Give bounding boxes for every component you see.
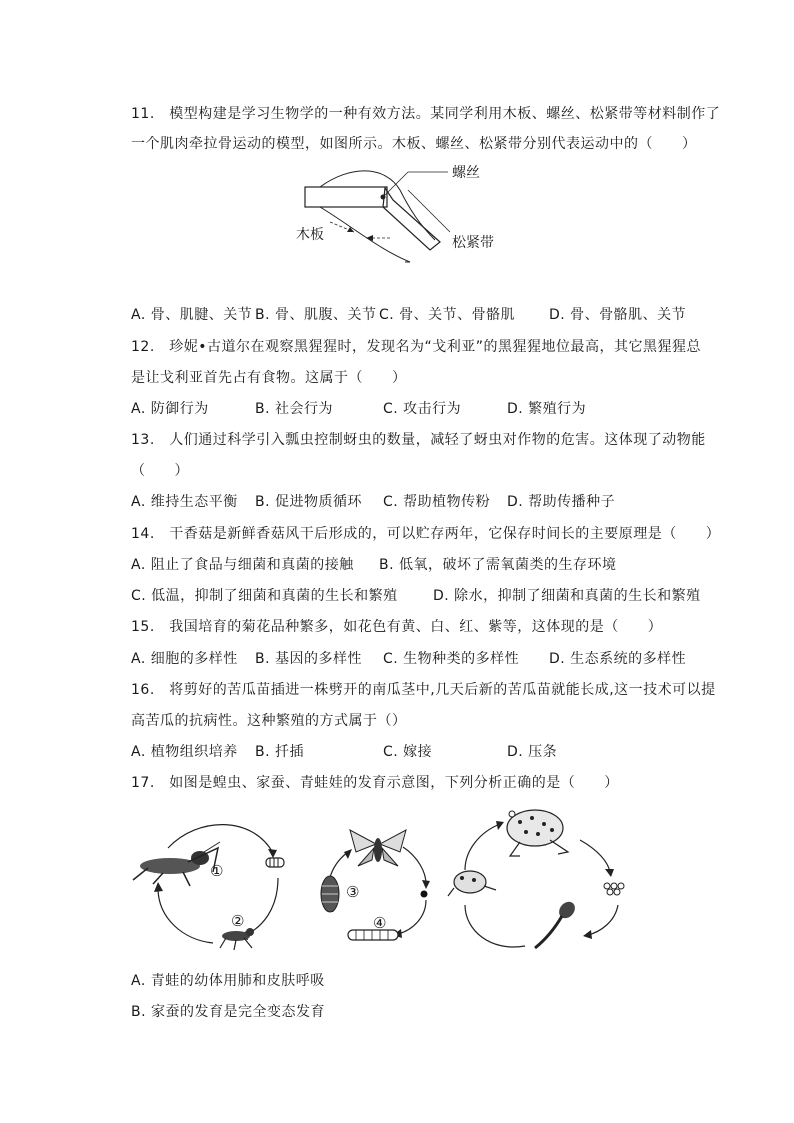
q13-options	[131, 492, 731, 512]
q16-options	[131, 742, 731, 762]
band-upper	[320, 171, 435, 240]
q15-options	[131, 649, 731, 669]
label-band: 松紧带	[452, 235, 494, 251]
label-stage-4: ④	[373, 914, 387, 932]
label-stage-1: ①	[210, 862, 224, 880]
q17-line1: 17. 如图是蝗虫、家蚕、青蛙娃的发育示意图，下列分析正确的是（ ）	[131, 775, 619, 791]
nymph-icon	[220, 928, 254, 950]
q15-option-d[interactable]: D. 生态系统的多样性	[549, 651, 687, 667]
q17-option-b[interactable]: B. 家蚕的发育是完全变态发育	[131, 1004, 326, 1020]
q15-option-c[interactable]: C. 生物种类的多样性	[383, 651, 520, 667]
q14-option-d[interactable]: D. 除水，抑制了细菌和真菌的生长和繁殖	[433, 588, 701, 604]
q15-option-b[interactable]: B. 基因的多样性	[255, 651, 363, 667]
q11-option-c[interactable]: C. 骨、关节、骨骼肌	[379, 307, 516, 323]
q11-option-d[interactable]: D. 骨、骨骼肌、关节	[549, 307, 687, 323]
q12-option-a[interactable]: A. 防御行为	[131, 401, 209, 417]
q17-option-a[interactable]: A. 青蛙的幼体用肺和皮肤呼吸	[131, 973, 325, 989]
q16-option-d[interactable]: D. 压条	[507, 744, 558, 760]
q11-line2: 一个肌肉牵拉骨运动的模型，如图所示。木板、螺丝、松紧带分别代表运动中的（ ）	[131, 136, 697, 152]
q14-options-row2	[131, 586, 731, 606]
q14-options-row1	[131, 555, 731, 575]
froglet-icon	[448, 871, 496, 896]
q11-options	[131, 305, 731, 325]
label-screw: 螺丝	[452, 165, 480, 181]
q13-line1: 13. 人们通过科学引入瓢虫控制蚜虫的数量，减轻了蚜虫对作物的危害。这体现了动物能	[131, 432, 706, 448]
q14-line1: 14. 干香菇是新鲜香菇风干后形成的，可以贮存两年，它保存时间长的主要原理是（ ）	[131, 526, 721, 542]
silkworm-cycle-figure	[308, 822, 448, 952]
band-lower	[320, 207, 410, 262]
label-board: 木板	[296, 227, 324, 243]
q14-option-b[interactable]: B. 低氧，破坏了需氧菌类的生存环境	[379, 557, 617, 573]
tadpole-icon	[535, 899, 578, 948]
adult-frog-icon	[507, 810, 568, 856]
adult-grasshopper-icon	[133, 842, 220, 886]
pupa-icon	[321, 876, 339, 912]
q13-option-b[interactable]: B. 促进物质循环	[255, 494, 363, 510]
q12-option-c[interactable]: C. 攻击行为	[383, 401, 462, 417]
silkmoth-icon	[350, 830, 406, 866]
q11-line1: 11. 模型构建是学习生物学的一种有效方法。某同学利用木板、螺丝、松紧带等材料制作了	[131, 106, 721, 122]
q11-option-a[interactable]: A. 骨、肌腱、关节	[131, 307, 253, 323]
q12-line1: 12. 珍妮•古道尔在观察黑猩猩时，发现名为“戈利亚”的黑猩猩地位最高，其它黑猩猩总	[131, 339, 702, 355]
lower-bar-shape	[383, 188, 440, 250]
q16-option-c[interactable]: C. 嫁接	[383, 744, 433, 760]
q12-options	[131, 399, 731, 419]
q15-line1: 15. 我国培育的菊花品种繁多，如花色有黄、白、红、紫等，这体现的是（ ）	[131, 619, 663, 635]
silkworm-egg-icon	[421, 891, 428, 898]
board-shape	[305, 187, 387, 207]
q16-line2: 高苦瓜的抗病性。这种繁殖的方式属于（）	[131, 713, 407, 729]
q12-line2: 是让戈利亚首先占有食物。这属于（ ）	[131, 370, 407, 386]
q16-line1: 16. 将剪好的苦瓜苗插进一株劈开的南瓜茎中,几天后新的苦瓜苗就能长成,这一技术可以提	[131, 682, 716, 698]
label-stage-3: ③	[346, 883, 360, 901]
q14-option-a[interactable]: A. 阻止了食品与细菌和真菌的接触	[131, 557, 354, 573]
q13-line2: （ ）	[131, 463, 189, 479]
q16-option-a[interactable]: A. 植物组织培养	[131, 744, 238, 760]
q15-option-a[interactable]: A. 细胞的多样性	[131, 651, 238, 667]
label-stage-2: ②	[231, 912, 245, 930]
grasshopper-cycle-figure	[128, 818, 288, 958]
q12-option-b[interactable]: B. 社会行为	[255, 401, 334, 417]
grasshopper-eggs-icon	[266, 858, 284, 867]
q11-option-b[interactable]: B. 骨、肌腹、关节	[255, 307, 377, 323]
frog-cycle-figure	[440, 800, 640, 960]
q12-option-d[interactable]: D. 繁殖行为	[507, 401, 587, 417]
q14-option-c[interactable]: C. 低温，抑制了细菌和真菌的生长和繁殖	[131, 588, 398, 604]
q13-option-d[interactable]: D. 帮助传播种子	[507, 494, 616, 510]
q13-option-c[interactable]: C. 帮助植物传粉	[383, 494, 491, 510]
q16-option-b[interactable]: B. 扦插	[255, 744, 305, 760]
q13-option-a[interactable]: A. 维持生态平衡	[131, 494, 238, 510]
frog-eggs-icon	[604, 883, 624, 895]
